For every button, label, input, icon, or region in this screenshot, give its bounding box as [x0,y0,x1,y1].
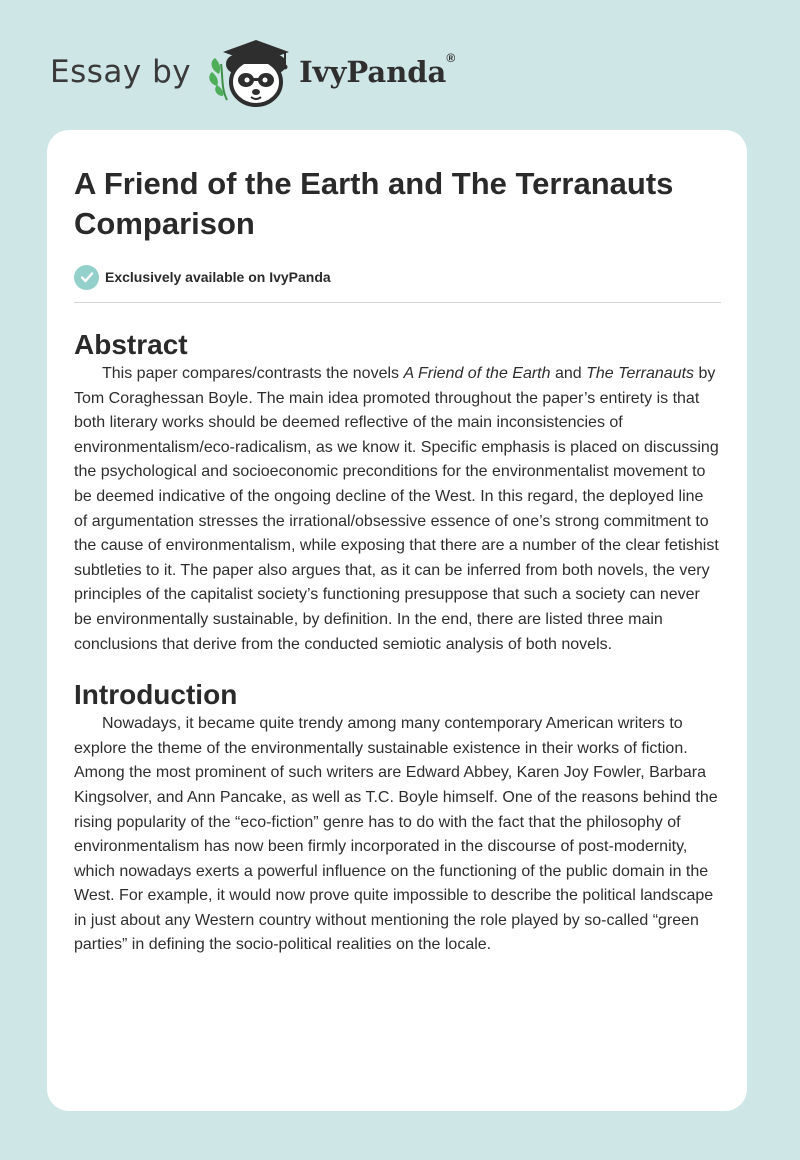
brand-name [299,51,456,89]
abstract-text-3: by Tom Coraghessan Boyle. The main idea promoted throughout the paper’s entirety is that both literary works should be deemed reflective of the main inconsistencies of environmentalism/eco-radicalism, as we know it. Specific emphasis is placed on discussing the psychological and socioeconomic preconditions for the environmentalist movement to be deemed indicative of the ongoing decline of the West. In this regard, the deployed line of argumentation stresses the irrational/obsessive essence of one’s strong commitment to the cause of environmentalism, while exposing that there are a number of the clear fetishist subtleties to it. The paper also argues that, as it can be inferred from both novels, the very principles of the capitalist society’s functioning presuppose that such a society can never be environmentally sustainable, by definition. In the end, there are listed three main conclusions that derive from the conducted semiotic analysis of both novels. [74,365,719,653]
brand-header[interactable] [50,34,455,110]
abstract-text-2: and [550,365,587,382]
essay-card [47,130,747,1111]
section-heading-introduction: Introduction [74,679,238,711]
page-title: A Friend of the Earth and The Terranauts Comparison [74,166,674,241]
brand-name-text: IvyPanda [299,55,447,89]
essay-by-text: Essay by [50,54,192,90]
badge-text: Exclusively available on IvyPanda [105,269,331,285]
abstract-paragraph [74,362,721,657]
introduction-paragraph: Nowadays, it became quite trendy among many contemporary American writers to explore the theme of the environmentally sustainable existence in their works of fiction. Among the most prominent of such writers are Edward Abbey, Karen Joy Fowler, Barbara Kingsolver, and Ann Pancake, as well as T.C. Boyle himself. One of the reasons behind the rising popularity of the “eco-fiction” genre has to do with the fact that the philosophy of environmentalism has now been firmly incorporated in the discourse of post-modernity, which nowadays exerts a powerful influence on the functioning of the public domain in the West. For example, it would now prove quite impossible to describe the political landscape in just about any Western country without mentioning the role played by so-called “green parties” in defining the socio-political realities on the locale. [74,715,718,954]
ivypanda-logo-icon [205,34,297,110]
registered-mark: ® [446,51,456,65]
book-title-1: A Friend of the Earth [403,365,551,382]
abstract-text-1: This paper compares/contrasts the novels [102,365,404,382]
check-circle-icon [74,265,99,290]
book-title-2: The Terranauts [586,365,695,382]
exclusive-badge [74,264,721,290]
divider [74,302,721,303]
section-heading-abstract: Abstract [74,329,188,360]
